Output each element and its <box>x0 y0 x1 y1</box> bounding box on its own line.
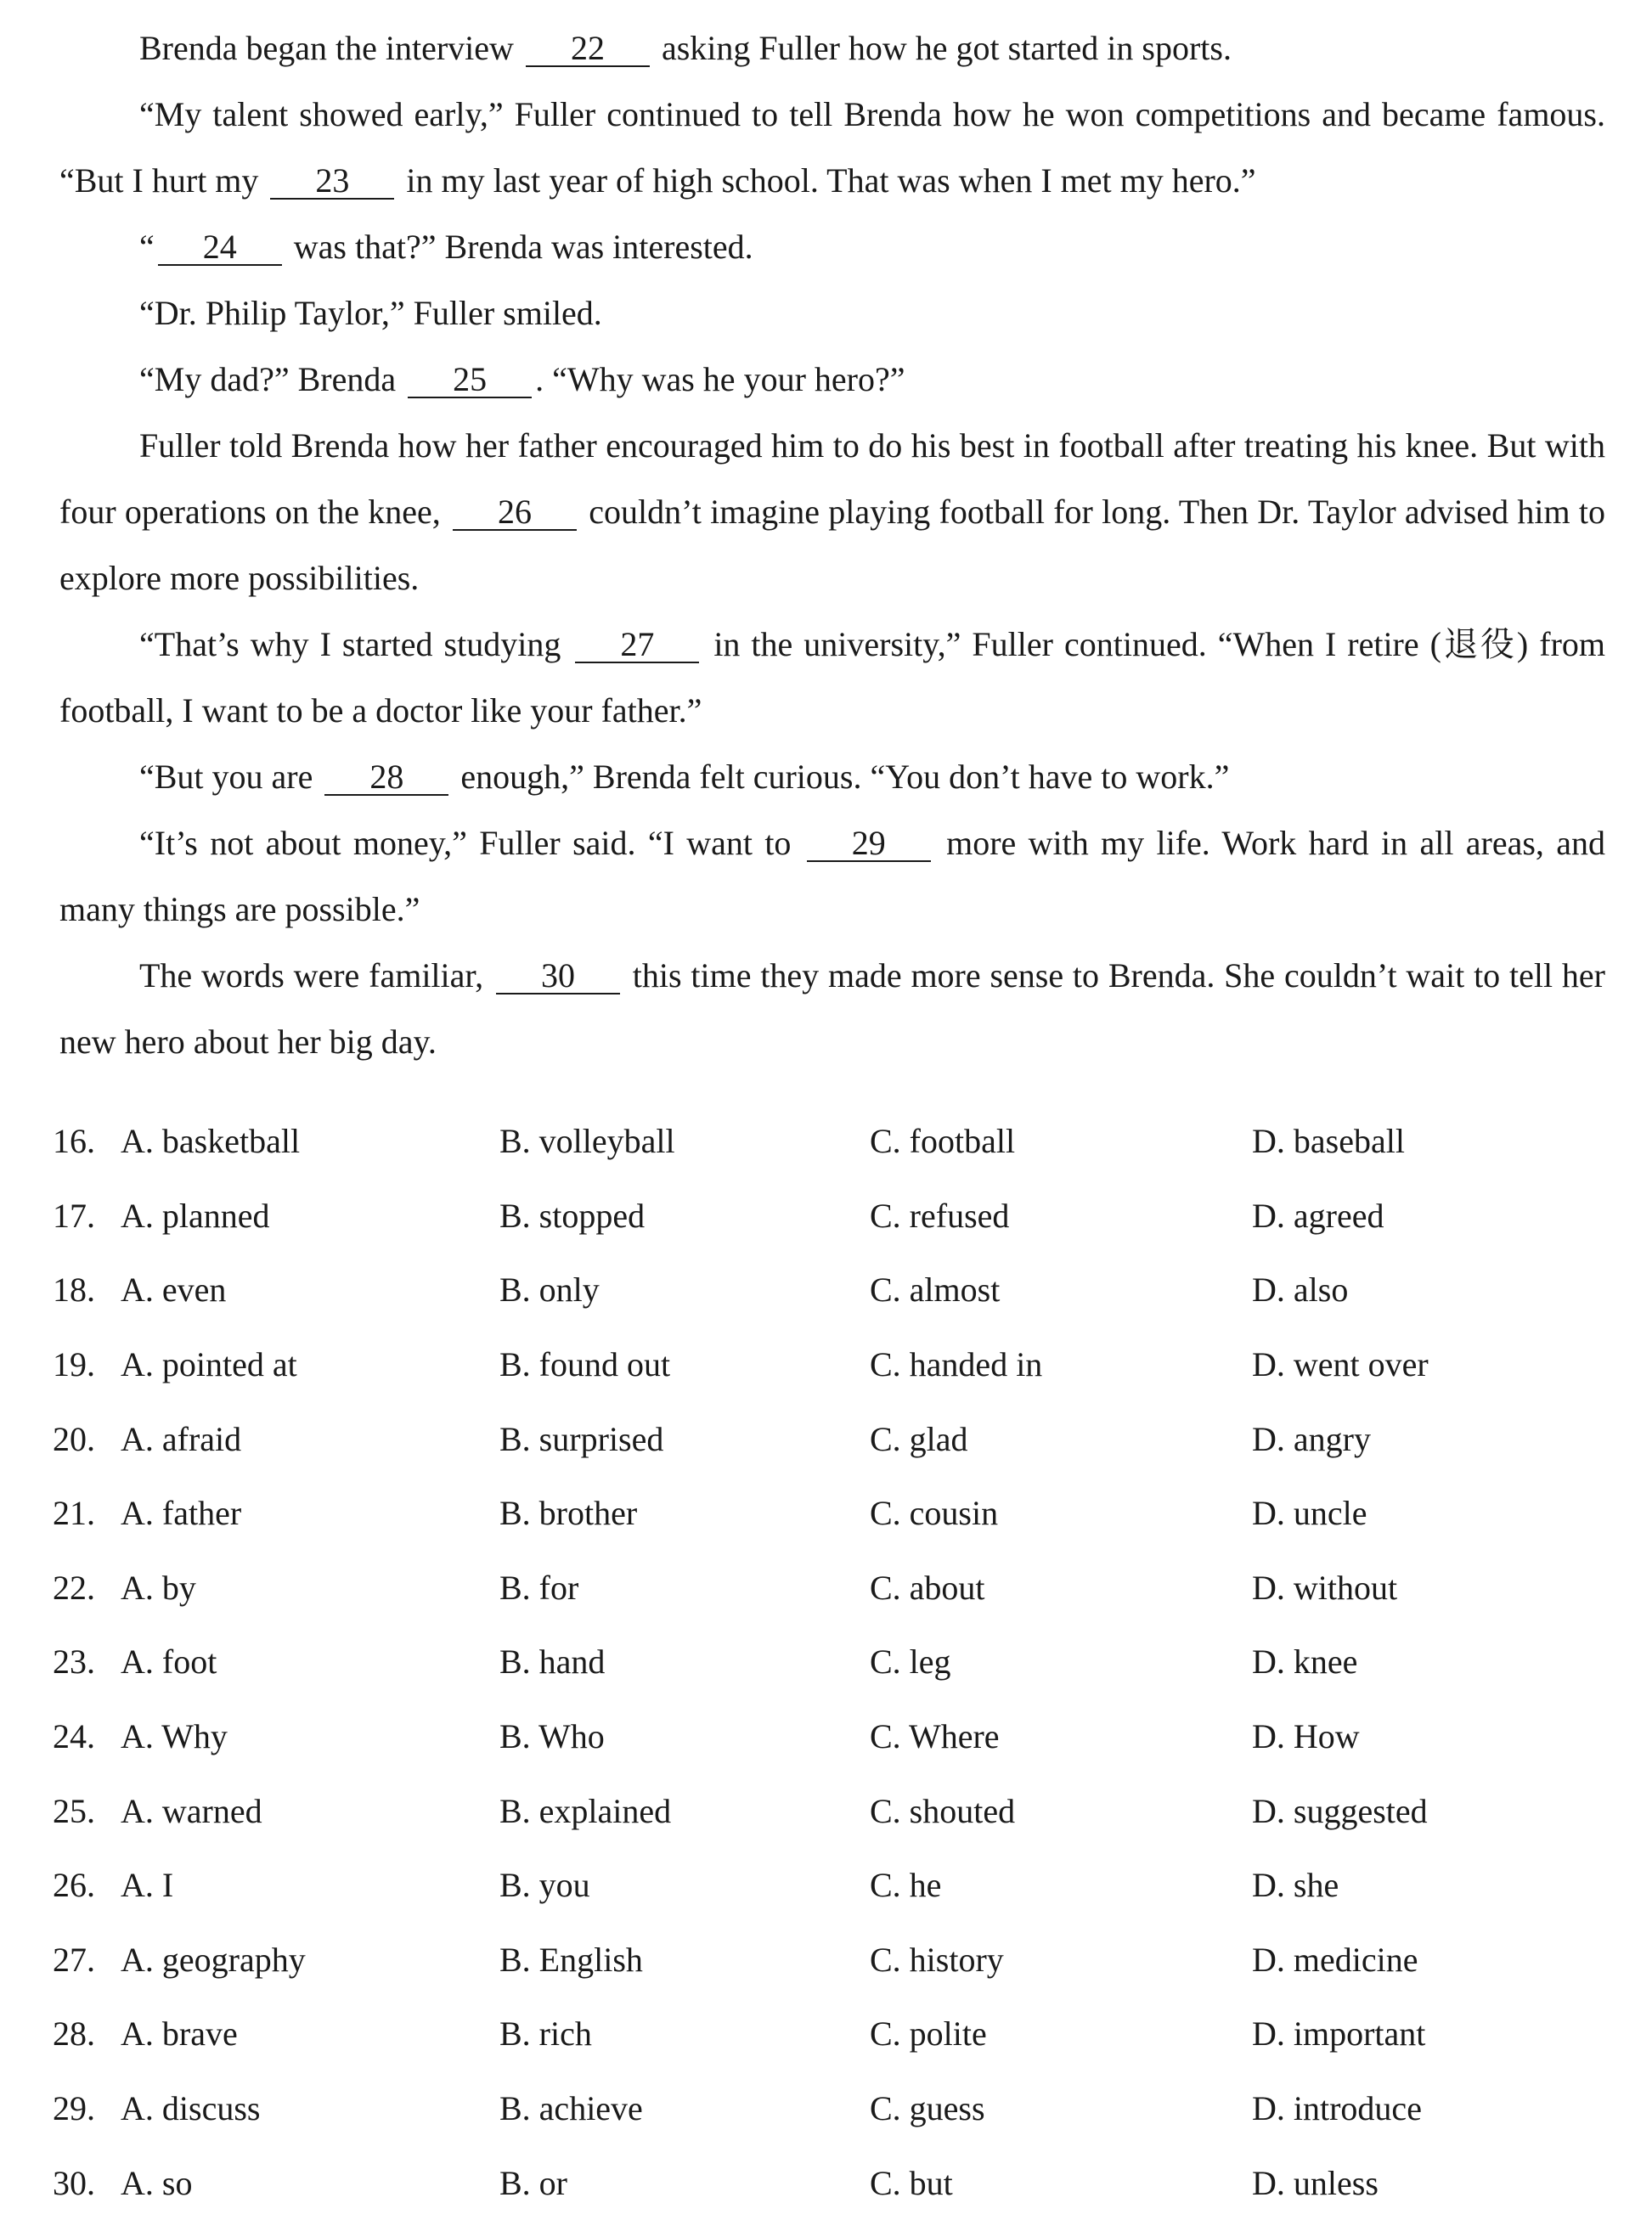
passage-text: Fuller told Brenda how her father encouraged him to do his best in football after treating his knee. But with four operations on the knee, <box>59 426 1605 531</box>
answer-options <box>53 1104 1607 2220</box>
cloze-passage <box>59 15 1605 1075</box>
option-c: C. history <box>870 1940 1004 1979</box>
passage-text: couldn’t imagine playing football for long. Then Dr. Taylor advised him to explore more possibilities. <box>59 493 1605 597</box>
option-a: A. warned <box>121 1791 262 1830</box>
question-row <box>53 1551 1607 1626</box>
option-c: C. but <box>870 2163 953 2202</box>
question-number: 22. <box>53 1568 95 1607</box>
option-d: D. medicine <box>1252 1940 1418 1979</box>
option-b: B. rich <box>499 2014 592 2054</box>
passage-paragraph <box>59 347 1605 413</box>
option-a: A. Why <box>121 1717 228 1756</box>
passage-text: “Dr. Philip Taylor,” Fuller smiled. <box>139 294 602 332</box>
passage-text: asking Fuller how he got started in sports. <box>652 29 1232 67</box>
passage-text: in my last year of high school. That was when I met my hero.” <box>397 161 1256 200</box>
option-d: D. unless <box>1252 2163 1379 2202</box>
option-b: B. brother <box>499 1494 638 1533</box>
question-row <box>53 1625 1607 1699</box>
passage-paragraph <box>59 214 1605 280</box>
blank-number: 22 <box>526 31 650 67</box>
option-b: B. or <box>499 2163 567 2202</box>
option-a: A. geography <box>121 1940 306 1979</box>
option-b: B. hand <box>499 1642 606 1682</box>
option-b: B. volleyball <box>499 1122 675 1161</box>
blank-number: 28 <box>324 760 448 796</box>
question-number: 26. <box>53 1866 95 1905</box>
passage-paragraph <box>59 611 1605 744</box>
option-b: B. found out <box>499 1345 671 1384</box>
question-row <box>53 1923 1607 1997</box>
question-row <box>53 1997 1607 2071</box>
passage-text: more with my life. Work hard in all areas, and many things are possible.” <box>59 824 1605 928</box>
passage-paragraph <box>59 15 1605 82</box>
question-number: 29. <box>53 2089 95 2128</box>
option-b: B. achieve <box>499 2089 643 2128</box>
option-c: C. cousin <box>870 1494 999 1533</box>
blank-number: 27 <box>575 628 699 663</box>
question-row <box>53 1848 1607 1923</box>
blank-number: 23 <box>270 164 394 200</box>
option-c: C. refused <box>870 1196 1010 1235</box>
passage-paragraph <box>59 943 1605 1075</box>
question-number: 21. <box>53 1494 95 1533</box>
option-a: A. father <box>121 1494 242 1533</box>
blank-number: 26 <box>453 495 577 531</box>
question-row <box>53 1327 1607 1402</box>
blank-number: 25 <box>408 363 532 398</box>
question-number: 23. <box>53 1642 95 1682</box>
question-row <box>53 1253 1607 1327</box>
option-a: A. afraid <box>121 1419 242 1458</box>
option-d: D. angry <box>1252 1419 1371 1458</box>
option-d: D. suggested <box>1252 1791 1428 1830</box>
passage-text: “That’s why I started studying <box>139 625 572 663</box>
option-b: B. for <box>499 1568 579 1607</box>
passage-text: . “Why was he your hero?” <box>535 360 905 398</box>
question-number: 18. <box>53 1271 95 1310</box>
question-number: 25. <box>53 1791 95 1830</box>
option-d: D. knee <box>1252 1642 1358 1682</box>
option-b: B. only <box>499 1271 600 1310</box>
option-c: C. polite <box>870 2014 987 2054</box>
option-c: C. about <box>870 1568 985 1607</box>
option-d: D. baseball <box>1252 1122 1405 1161</box>
option-a: A. pointed at <box>121 1345 297 1384</box>
passage-text: “But you are <box>139 758 322 796</box>
question-row <box>53 1773 1607 1848</box>
option-c: C. leg <box>870 1642 951 1682</box>
question-number: 28. <box>53 2014 95 2054</box>
option-d: D. also <box>1252 1271 1349 1310</box>
option-b: B. English <box>499 1940 643 1979</box>
option-b: B. Who <box>499 1717 605 1756</box>
option-c: C. Where <box>870 1717 1000 1756</box>
passage-text: “My dad?” Brenda <box>139 360 405 398</box>
passage-text: Brenda began the interview <box>139 29 522 67</box>
blank-number: 30 <box>496 959 620 994</box>
question-row <box>53 1699 1607 1774</box>
question-number: 27. <box>53 1940 95 1979</box>
option-a: A. by <box>121 1568 196 1607</box>
option-d: D. important <box>1252 2014 1426 2054</box>
passage-text: “ <box>139 228 155 266</box>
option-a: A. foot <box>121 1642 217 1682</box>
passage-paragraph <box>59 280 1605 347</box>
question-row <box>53 2071 1607 2146</box>
question-number: 19. <box>53 1345 95 1384</box>
option-c: C. guess <box>870 2089 985 2128</box>
option-a: A. even <box>121 1271 227 1310</box>
passage-text: in the university,” Fuller continued. “When I retire (退役) from football, I want to be a doctor like your father.” <box>59 625 1605 730</box>
option-d: D. introduce <box>1252 2089 1422 2128</box>
passage-paragraph <box>59 744 1605 810</box>
question-number: 17. <box>53 1196 95 1235</box>
question-number: 16. <box>53 1122 95 1161</box>
question-number: 24. <box>53 1717 95 1756</box>
passage-paragraph <box>59 810 1605 943</box>
option-b: B. stopped <box>499 1196 646 1235</box>
question-number: 20. <box>53 1419 95 1458</box>
option-c: C. football <box>870 1122 1016 1161</box>
option-c: C. handed in <box>870 1345 1043 1384</box>
passage-paragraph <box>59 413 1605 611</box>
option-c: C. he <box>870 1866 942 1905</box>
option-a: A. planned <box>121 1196 270 1235</box>
question-row <box>53 1104 1607 1179</box>
option-d: D. agreed <box>1252 1196 1384 1235</box>
question-row <box>53 2145 1607 2220</box>
option-a: A. discuss <box>121 2089 261 2128</box>
passage-text: this time they made more sense to Brenda. She couldn’t wait to tell her new hero about her big day. <box>59 956 1605 1061</box>
passage-text: was that?” Brenda was interested. <box>285 228 753 266</box>
passage-text: “It’s not about money,” Fuller said. “I want to <box>139 824 803 862</box>
option-b: B. surprised <box>499 1419 664 1458</box>
option-d: D. went over <box>1252 1345 1429 1384</box>
question-row <box>53 1476 1607 1551</box>
passage-text: enough,” Brenda felt curious. “You don’t have to work.” <box>452 758 1230 796</box>
passage-text: The words were familiar, <box>139 956 493 994</box>
option-a: A. I <box>121 1866 174 1905</box>
option-c: C. almost <box>870 1271 1001 1310</box>
blank-number: 24 <box>158 230 282 266</box>
option-c: C. glad <box>870 1419 968 1458</box>
option-a: A. basketball <box>121 1122 301 1161</box>
option-c: C. shouted <box>870 1791 1016 1830</box>
option-a: A. so <box>121 2163 193 2202</box>
question-number: 30. <box>53 2163 95 2202</box>
blank-number: 29 <box>807 826 931 862</box>
option-d: D. How <box>1252 1717 1360 1756</box>
option-b: B. you <box>499 1866 590 1905</box>
passage-text: “My talent showed early,” Fuller continued to tell Brenda how he won competitions and became famous. “But I hurt my <box>59 95 1605 200</box>
passage-paragraph <box>59 82 1605 214</box>
option-d: D. she <box>1252 1866 1339 1905</box>
option-b: B. explained <box>499 1791 672 1830</box>
option-d: D. uncle <box>1252 1494 1367 1533</box>
option-d: D. without <box>1252 1568 1398 1607</box>
option-a: A. brave <box>121 2014 238 2054</box>
question-row <box>53 1179 1607 1254</box>
question-row <box>53 1401 1607 1476</box>
